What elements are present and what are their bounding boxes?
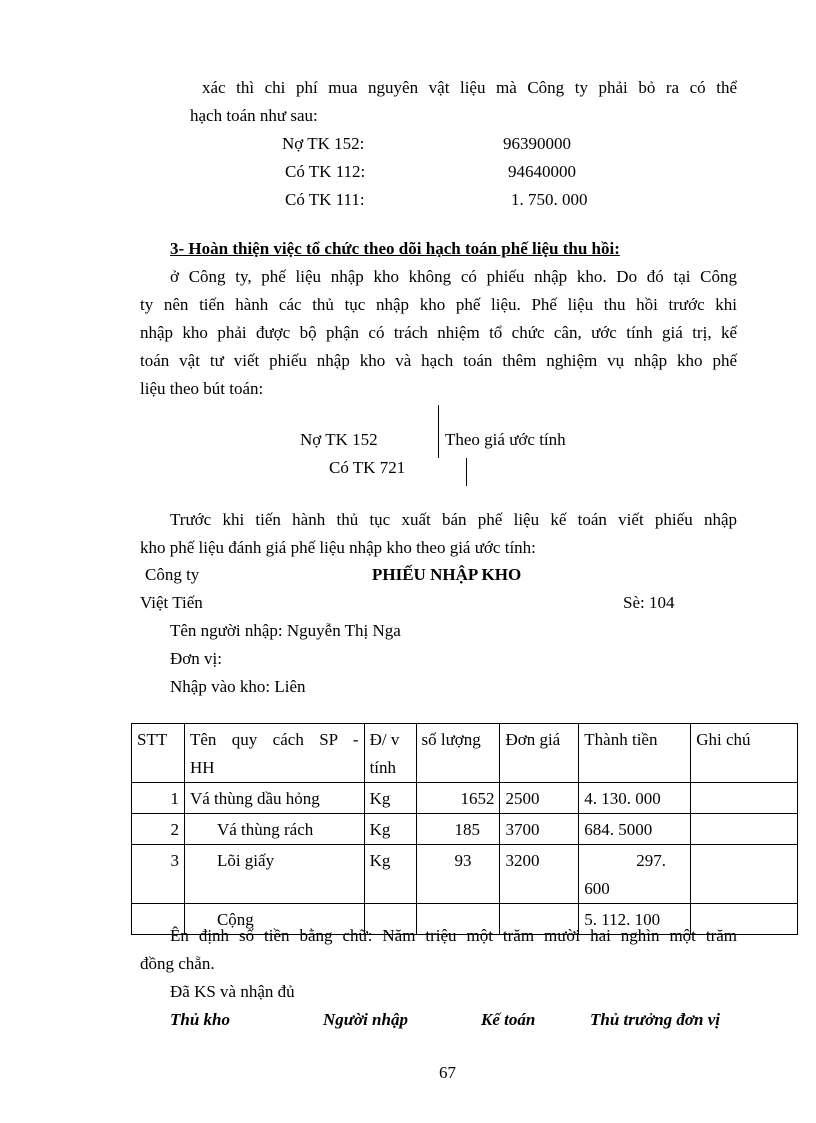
amount-words-line2: đồng chẵn. — [140, 954, 215, 973]
cell-unit: Kg — [364, 783, 416, 814]
header-unit-line2: tính — [369, 758, 397, 777]
amount-words-line1: Ên định số tiền bằng chữ: Năm triệu một trăm mười hai nghìn một trăm — [170, 926, 737, 945]
signature-head-of-unit: Thủ trưởng đơn vị — [590, 1010, 720, 1029]
cell-qty: 93 — [416, 845, 500, 904]
header-unit — [364, 724, 416, 783]
receipt-table — [131, 723, 798, 935]
total-label: Cộng — [184, 904, 364, 935]
cell-stt: 1 — [132, 783, 185, 814]
unit-field: Đơn vị: — [170, 649, 222, 668]
cell-price: 3700 — [500, 814, 579, 845]
signature-accountant: Kế toán — [481, 1010, 536, 1029]
entry2-divider-upper — [438, 405, 439, 458]
header-note: Ghi chú — [691, 724, 798, 783]
table-header-row — [132, 724, 798, 783]
entry1-account-debit: Nợ TK 152: — [282, 134, 365, 153]
entry1-amount-credit2: 1. 750. 000 — [511, 190, 588, 209]
entry2-divider-lower — [466, 458, 467, 486]
importer-name: Tên người nhập: Nguyễn Thị Nga — [170, 621, 401, 640]
entry1-account-credit1: Có TK 112: — [285, 162, 366, 181]
cell-amount — [579, 845, 691, 904]
cell-amount: 684. 5000 — [579, 814, 691, 845]
total-amount: 5. 112. 100 — [579, 904, 691, 935]
form-number: Sè: 104 — [623, 593, 675, 612]
entry1-amount-credit1: 94640000 — [508, 162, 576, 181]
cell-stt: 3 — [132, 845, 185, 904]
checked-note: Đã KS và nhận đủ — [170, 982, 295, 1001]
cell-price: 2500 — [500, 783, 579, 814]
cell-price: 3200 — [500, 845, 579, 904]
cell-stt: 2 — [132, 814, 185, 845]
section3-line5: liệu theo bút toán: — [140, 379, 264, 398]
cell-amount-line2: 600 — [584, 879, 610, 898]
entry1-account-credit2: Có TK 111: — [285, 190, 365, 209]
header-name-line2: HH — [189, 758, 215, 777]
cell-name: Vá thùng rách — [184, 814, 364, 845]
company-line1: Công ty — [145, 565, 200, 584]
entry1-amount-debit: 96390000 — [503, 134, 571, 153]
header-qty: số lượng — [416, 724, 500, 783]
para1-line2: hạch toán như sau: — [190, 106, 318, 125]
signature-warehouse-keeper: Thủ kho — [170, 1010, 230, 1029]
table-row — [132, 814, 798, 845]
signature-importer: Người nhập — [323, 1010, 408, 1029]
header-amount: Thành tiền — [579, 724, 691, 783]
cell-name: Vá thùng dầu hỏng — [184, 783, 364, 814]
header-price: Đơn giá — [500, 724, 579, 783]
section3-line1: ở Công ty, phế liệu nhập kho không có phiếu nhập kho. Do đó tại Công — [170, 267, 737, 286]
cell-qty: 185 — [416, 814, 500, 845]
cell-amount-line1: 297. — [636, 851, 667, 870]
header-unit-line1: Đ/ v — [369, 730, 400, 749]
header-stt: STT — [132, 724, 185, 783]
header-name-line1: Tên quy cách SP - — [189, 730, 359, 749]
header-name — [184, 724, 364, 783]
para2-line2: kho phế liệu đánh giá phế liệu nhập kho theo giá ước tính: — [140, 538, 536, 557]
cell-qty: 1652 — [416, 783, 500, 814]
section3-line3: nhập kho phải được bộ phận có trách nhiệm tổ chức cân, ước tính giá trị, kế — [140, 323, 737, 342]
cell-unit: Kg — [364, 814, 416, 845]
table-row — [132, 845, 798, 904]
entry2-note: Theo giá ước tính — [445, 430, 566, 449]
form-title: PHIẾU NHẬP KHO — [372, 565, 522, 584]
section3-line2: ty nên tiến hành các thủ tục nhập kho phế liệu. Phế liệu thu hồi trước khi — [140, 295, 737, 314]
para2-line1: Trước khi tiến hành thủ tục xuất bán phế liệu kế toán viết phiếu nhập — [170, 510, 737, 529]
section3-line4: toán vật tư viết phiếu nhập kho và hạch toán thêm nghiệm vụ nhập kho phế — [140, 351, 737, 370]
cell-note — [691, 783, 798, 814]
company-line2: Việt Tiến — [140, 593, 203, 612]
section3-heading: 3- Hoàn thiện việc tổ chức theo dõi hạch toán phế liệu thu hồi: — [170, 239, 620, 258]
cell-unit: Kg — [364, 845, 416, 904]
cell-name: Lõi giấy — [184, 845, 364, 904]
para1-line1: xác thì chi phí mua nguyên vật liệu mà Công ty phải bỏ ra có thể — [202, 78, 737, 97]
entry2-credit: Có TK 721 — [329, 458, 406, 477]
warehouse-field: Nhập vào kho: Liên — [170, 677, 306, 696]
cell-note — [691, 845, 798, 904]
entry2-debit: Nợ TK 152 — [300, 430, 378, 449]
page-number: 67 — [439, 1063, 456, 1082]
cell-amount: 4. 130. 000 — [579, 783, 691, 814]
table-row — [132, 783, 798, 814]
cell-note — [691, 814, 798, 845]
